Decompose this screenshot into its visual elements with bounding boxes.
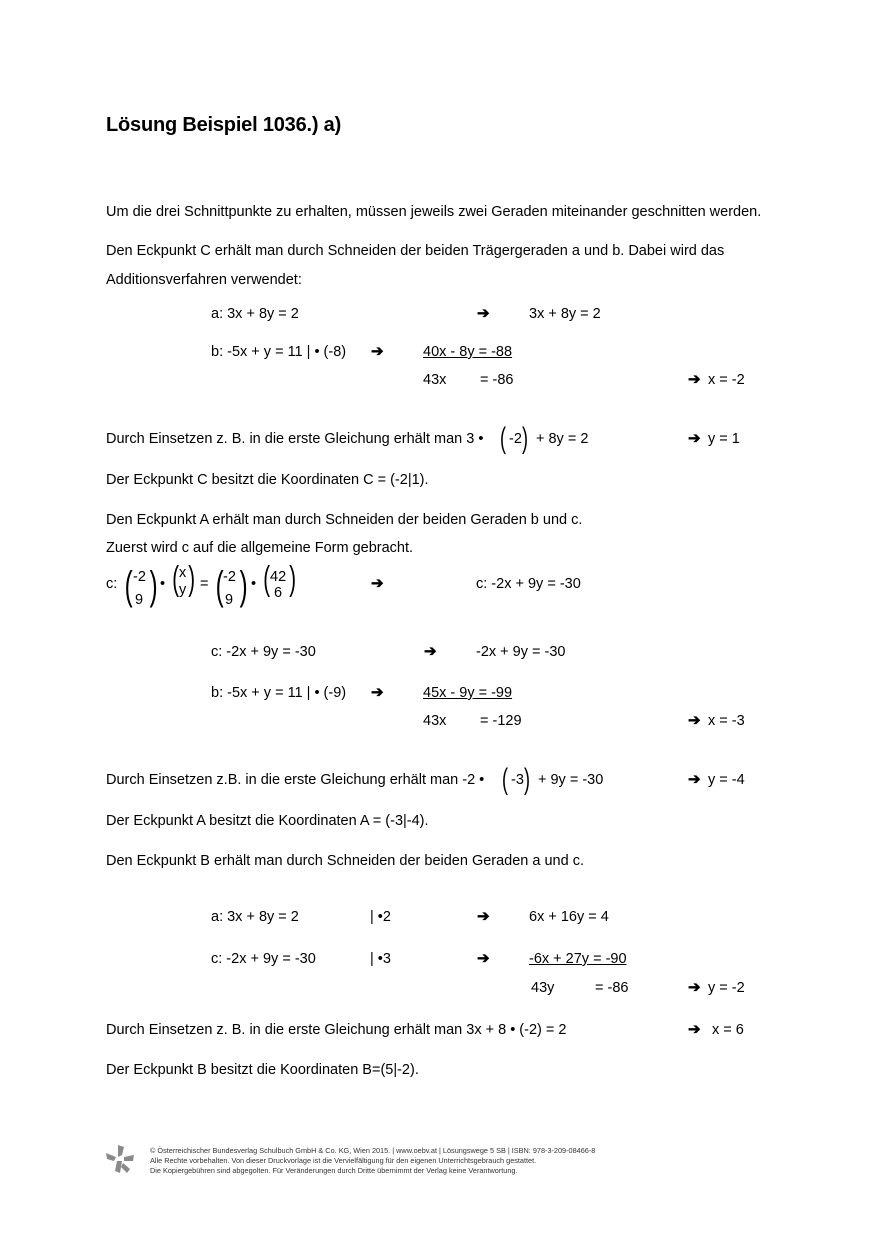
arrow-icon: ➔ (688, 771, 701, 788)
vector-paren-open: ( (263, 560, 271, 598)
vector-paren-close: ) (188, 560, 196, 598)
vector-paren-close: ) (289, 560, 297, 598)
b-conclusion: Der Eckpunkt B besitzt die Koordinaten B=(5|-2). (106, 1062, 419, 1078)
arrow-icon: ➔ (477, 305, 490, 322)
arrow-icon: ➔ (424, 643, 437, 660)
b-sum-right: = -86 (595, 980, 629, 996)
arrow-icon: ➔ (371, 684, 384, 701)
a-sum-right: = -129 (480, 713, 522, 729)
arrow-icon: ➔ (688, 1021, 701, 1038)
c-eq-b: b: -5x + y = 11 | • (-8) (211, 344, 347, 360)
a-y-result: y = -4 (708, 772, 745, 788)
a-subst-value: -3 (511, 772, 524, 788)
vec4-top: 42 (270, 569, 287, 585)
c-subst-tail: + 8y = 2 (536, 431, 589, 447)
arrow-icon: ➔ (477, 908, 490, 925)
vector-paren-open: ( (124, 564, 133, 608)
footer-line-3: Die Kopiergebühren sind abgegolten. Für Veränderungen durch Dritte übernimmt der Verlag keine Verantwortung. (150, 1166, 518, 1175)
vector-paren-open: ( (172, 560, 180, 598)
publisher-logo-icon (104, 1143, 136, 1175)
arrow-icon: ➔ (688, 371, 701, 388)
a-sum-left: 43x (423, 713, 447, 729)
arrow-icon: ➔ (688, 712, 701, 729)
b-eq-c-result: -6x + 27y = -90 (529, 951, 627, 967)
a-eq-b: b: -5x + y = 11 | • (-9) (211, 685, 347, 701)
a-eq-b-result: 45x - 9y = -99 (423, 685, 513, 701)
c-eq-a-result: 3x + 8y = 2 (529, 306, 601, 322)
c-sum-right: = -86 (480, 372, 514, 388)
intro-text: Um die drei Schnittpunkte zu erhalten, müssen jeweils zwei Geraden miteinander geschnitten werden. (106, 204, 762, 220)
vector-paren-open: ( (215, 564, 224, 608)
b-y-result: y = -2 (708, 980, 745, 996)
arrow-icon: ➔ (688, 979, 701, 996)
b-eq-a-op: | •2 (370, 909, 391, 925)
arrow-icon: ➔ (477, 950, 490, 967)
page-title: Lösung Beispiel 1036.) a) (106, 114, 342, 136)
vec4-bottom: 6 (274, 585, 283, 601)
c-sum-left: 43x (423, 372, 447, 388)
paren-close: ) (522, 422, 528, 455)
footer-line-1: © Österreichischer Bundesverlag Schulbuch GmbH & Co. KG, Wien 2015. | www.oebv.at | Lösungswege 5 SB | ISBN: 978-3-209-08466-8 (150, 1146, 596, 1155)
b-eq-c-op: | •3 (370, 951, 391, 967)
a-conclusion: Der Eckpunkt A besitzt die Koordinaten A = (-3|-4). (106, 813, 429, 829)
a-x-result: x = -3 (708, 713, 745, 729)
arrow-icon: ➔ (371, 343, 384, 360)
vec1-top: -2 (133, 569, 146, 585)
footer-line-2: Alle Rechte vorbehalten. Von dieser Druckvorlage ist die Vervielfältigung für den eigenen Unterrichtsgebrauch gestattet. (150, 1156, 537, 1165)
b-x-result: x = 6 (712, 1022, 744, 1038)
b-substitution-text: Durch Einsetzen z. B. in die erste Gleichung erhält man 3x + 8 • (-2) = 2 (106, 1022, 567, 1038)
a-eq-c-result: -2x + 9y = -30 (476, 644, 566, 660)
b-sum-left: 43y (531, 980, 555, 996)
c-substitution-text: Durch Einsetzen z. B. in die erste Gleichung erhält man 3 • (106, 431, 484, 447)
b-eq-c: c: -2x + 9y = -30 (211, 951, 316, 967)
section-c-text-1: Den Eckpunkt C erhält man durch Schneiden der beiden Trägergeraden a und b. Dabei wird das (106, 243, 725, 259)
c-subst-value: -2 (509, 431, 522, 447)
dot-operator: • (160, 576, 166, 592)
vec3-top: -2 (223, 569, 236, 585)
a-text-1: Den Eckpunkt A erhält man durch Schneiden der beiden Geraden b und c. (106, 512, 583, 528)
c-label: c: (106, 576, 118, 592)
vec1-bottom: 9 (135, 592, 144, 608)
vector-paren-close: ) (149, 564, 158, 608)
footer (150, 1146, 595, 1176)
paren-open: ( (502, 763, 508, 796)
b-text-1: Den Eckpunkt B erhält man durch Schneiden der beiden Geraden a und c. (106, 853, 584, 869)
section-c-text-2: Additionsverfahren verwendet: (106, 272, 302, 288)
c-eq-a: a: 3x + 8y = 2 (211, 306, 299, 322)
arrow-icon: ➔ (371, 575, 384, 592)
paren-close: ) (524, 763, 530, 796)
c-conclusion: Der Eckpunkt C besitzt die Koordinaten C = (-2|1). (106, 472, 429, 488)
a-substitution-text: Durch Einsetzen z.B. in die erste Gleichung erhält man -2 • (106, 772, 485, 788)
c-y-result: y = 1 (708, 431, 740, 447)
c-x-result: x = -2 (708, 372, 745, 388)
paren-open: ( (500, 422, 506, 455)
equals-sign: = (200, 576, 209, 592)
dot-operator: • (251, 576, 257, 592)
a-text-2: Zuerst wird c auf die allgemeine Form gebracht. (106, 540, 414, 556)
vector-paren-close: ) (239, 564, 248, 608)
b-eq-a: a: 3x + 8y = 2 (211, 909, 299, 925)
b-eq-a-result: 6x + 16y = 4 (529, 909, 609, 925)
a-eq-c: c: -2x + 9y = -30 (211, 644, 316, 660)
vec2-top: x (179, 565, 187, 581)
a-subst-tail: + 9y = -30 (538, 772, 604, 788)
c-general-form: c: -2x + 9y = -30 (476, 576, 581, 592)
arrow-icon: ➔ (688, 430, 701, 447)
vec2-bottom: y (179, 582, 187, 598)
c-eq-b-result: 40x - 8y = -88 (423, 344, 513, 360)
vec3-bottom: 9 (225, 592, 234, 608)
